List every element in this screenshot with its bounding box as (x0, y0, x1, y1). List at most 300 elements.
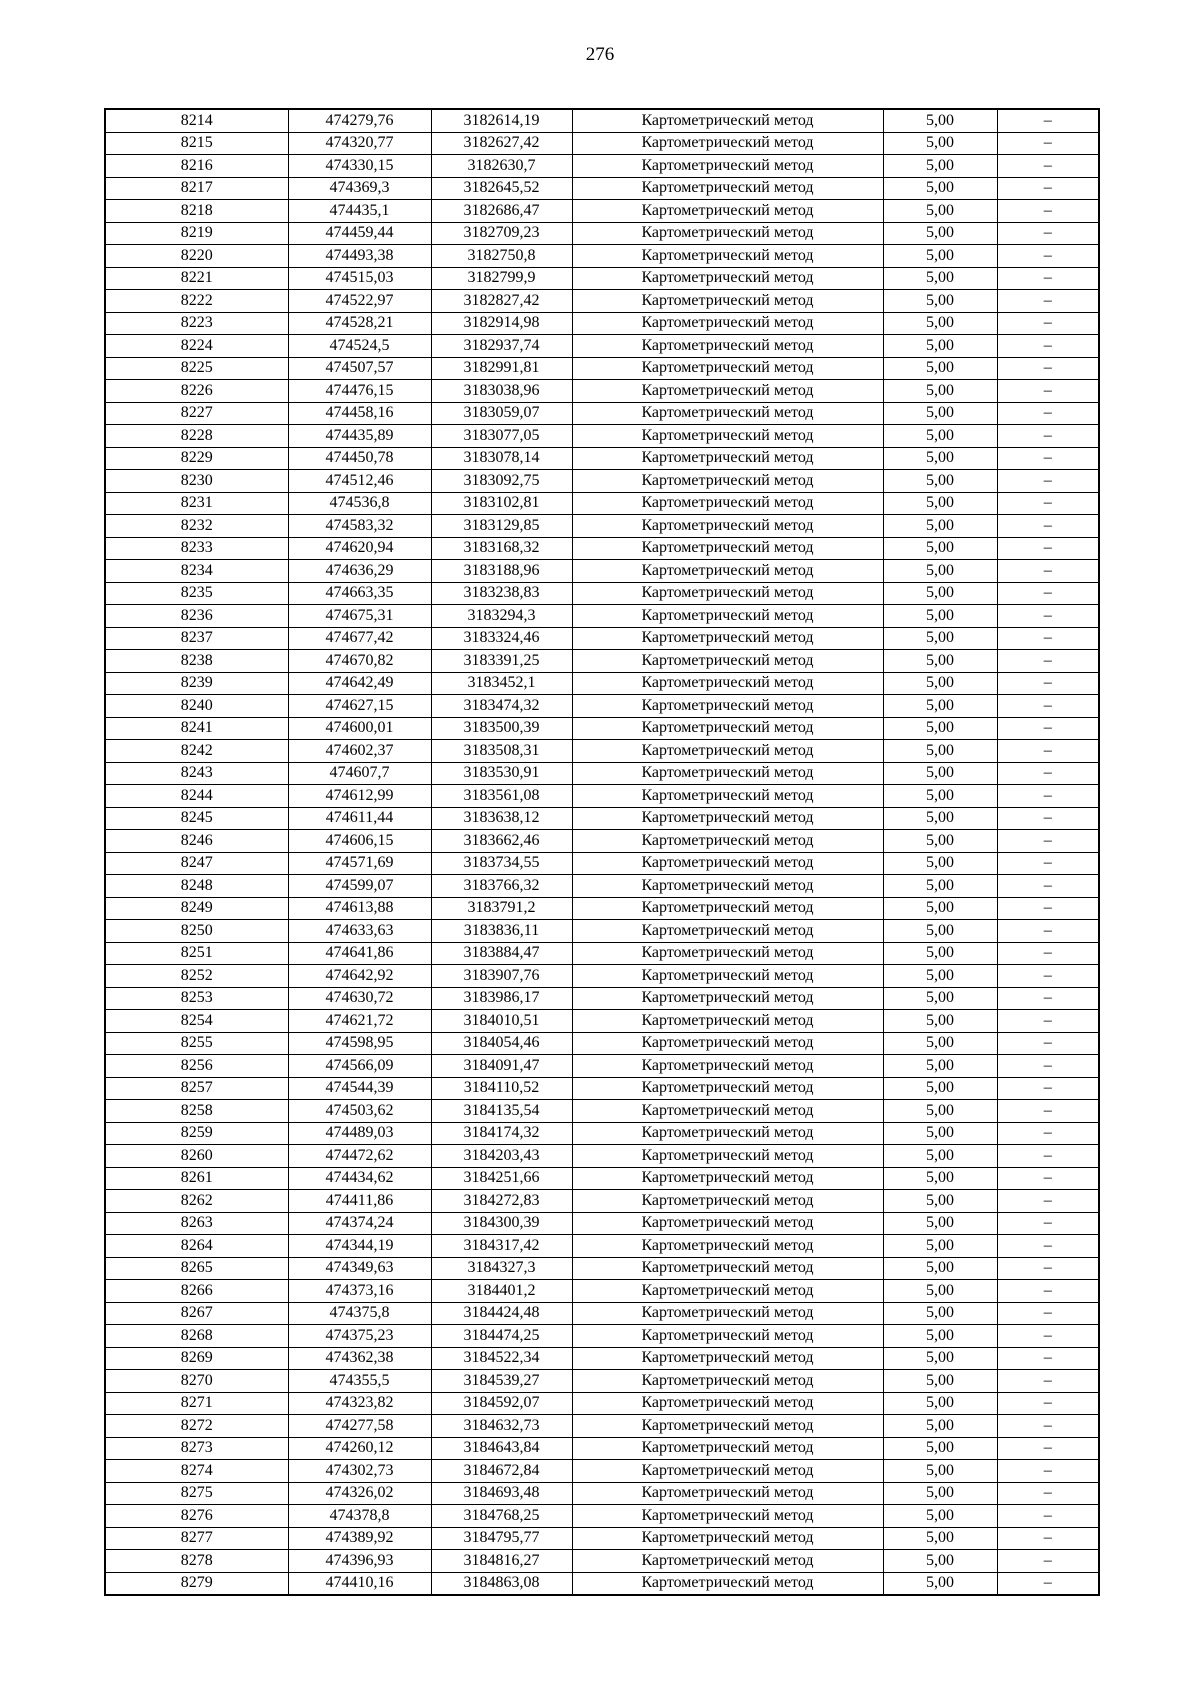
method-cell: Картометрический метод (572, 447, 883, 470)
note-cell: – (997, 942, 1099, 965)
table-row (105, 807, 1099, 830)
note-cell: – (997, 312, 1099, 335)
method-cell: Картометрический метод (572, 582, 883, 605)
accuracy-cell: 5,00 (883, 717, 997, 740)
y-coordinate-cell: 3184643,84 (431, 1437, 572, 1460)
y-coordinate-cell: 3183078,14 (431, 447, 572, 470)
point-number-cell: 8251 (105, 942, 288, 965)
y-coordinate-cell: 3184816,27 (431, 1550, 572, 1573)
table-row (105, 1550, 1099, 1573)
y-coordinate-cell: 3183294,3 (431, 605, 572, 628)
method-cell: Картометрический метод (572, 1212, 883, 1235)
method-cell: Картометрический метод (572, 1437, 883, 1460)
y-coordinate-cell: 3183561,08 (431, 785, 572, 808)
method-cell: Картометрический метод (572, 672, 883, 695)
table-row (105, 132, 1099, 155)
accuracy-cell: 5,00 (883, 1392, 997, 1415)
x-coordinate-cell: 474326,02 (288, 1482, 431, 1505)
method-cell: Картометрический метод (572, 605, 883, 628)
note-cell: – (997, 1190, 1099, 1213)
table-row (105, 830, 1099, 853)
table-row (105, 695, 1099, 718)
accuracy-cell: 5,00 (883, 1325, 997, 1348)
x-coordinate-cell: 474599,07 (288, 875, 431, 898)
method-cell: Картометрический метод (572, 177, 883, 200)
point-number-cell: 8239 (105, 672, 288, 695)
x-coordinate-cell: 474362,38 (288, 1347, 431, 1370)
note-cell: – (997, 650, 1099, 673)
accuracy-cell: 5,00 (883, 425, 997, 448)
point-number-cell: 8255 (105, 1032, 288, 1055)
method-cell: Картометрический метод (572, 1572, 883, 1595)
point-number-cell: 8232 (105, 515, 288, 538)
note-cell: – (997, 1235, 1099, 1258)
method-cell: Картометрический метод (572, 852, 883, 875)
point-number-cell: 8279 (105, 1572, 288, 1595)
method-cell: Картометрический метод (572, 1370, 883, 1393)
table-row (105, 245, 1099, 268)
accuracy-cell: 5,00 (883, 1527, 997, 1550)
table-row (105, 582, 1099, 605)
point-number-cell: 8231 (105, 492, 288, 515)
y-coordinate-cell: 3184863,08 (431, 1572, 572, 1595)
y-coordinate-cell: 3182827,42 (431, 290, 572, 313)
accuracy-cell: 5,00 (883, 875, 997, 898)
accuracy-cell: 5,00 (883, 1482, 997, 1505)
y-coordinate-cell: 3184054,46 (431, 1032, 572, 1055)
table-row (105, 1302, 1099, 1325)
y-coordinate-cell: 3184174,32 (431, 1122, 572, 1145)
y-coordinate-cell: 3183038,96 (431, 380, 572, 403)
y-coordinate-cell: 3183791,2 (431, 897, 572, 920)
point-number-cell: 8228 (105, 425, 288, 448)
y-coordinate-cell: 3184300,39 (431, 1212, 572, 1235)
accuracy-cell: 5,00 (883, 1302, 997, 1325)
method-cell: Картометрический метод (572, 627, 883, 650)
note-cell: – (997, 785, 1099, 808)
point-number-cell: 8220 (105, 245, 288, 268)
x-coordinate-cell: 474677,42 (288, 627, 431, 650)
method-cell: Картометрический метод (572, 1505, 883, 1528)
point-number-cell: 8224 (105, 335, 288, 358)
accuracy-cell: 5,00 (883, 605, 997, 628)
y-coordinate-cell: 3184672,84 (431, 1460, 572, 1483)
method-cell: Картометрический метод (572, 492, 883, 515)
accuracy-cell: 5,00 (883, 200, 997, 223)
accuracy-cell: 5,00 (883, 1100, 997, 1123)
table-row (105, 537, 1099, 560)
accuracy-cell: 5,00 (883, 1460, 997, 1483)
point-number-cell: 8271 (105, 1392, 288, 1415)
x-coordinate-cell: 474611,44 (288, 807, 431, 830)
note-cell: – (997, 830, 1099, 853)
method-cell: Картометрический метод (572, 920, 883, 943)
x-coordinate-cell: 474458,16 (288, 402, 431, 425)
y-coordinate-cell: 3184401,2 (431, 1280, 572, 1303)
x-coordinate-cell: 474472,62 (288, 1145, 431, 1168)
x-coordinate-cell: 474434,62 (288, 1167, 431, 1190)
table-body (105, 109, 1099, 1595)
x-coordinate-cell: 474633,63 (288, 920, 431, 943)
point-number-cell: 8223 (105, 312, 288, 335)
method-cell: Картометрический метод (572, 875, 883, 898)
method-cell: Картометрический метод (572, 1257, 883, 1280)
method-cell: Картометрический метод (572, 1392, 883, 1415)
point-number-cell: 8234 (105, 560, 288, 583)
x-coordinate-cell: 474330,15 (288, 155, 431, 178)
note-cell: – (997, 222, 1099, 245)
y-coordinate-cell: 3182645,52 (431, 177, 572, 200)
x-coordinate-cell: 474476,15 (288, 380, 431, 403)
note-cell: – (997, 875, 1099, 898)
table-row (105, 1077, 1099, 1100)
y-coordinate-cell: 3182614,19 (431, 109, 572, 132)
x-coordinate-cell: 474410,16 (288, 1572, 431, 1595)
y-coordinate-cell: 3184693,48 (431, 1482, 572, 1505)
x-coordinate-cell: 474320,77 (288, 132, 431, 155)
point-number-cell: 8249 (105, 897, 288, 920)
accuracy-cell: 5,00 (883, 650, 997, 673)
method-cell: Картометрический метод (572, 1302, 883, 1325)
y-coordinate-cell: 3183059,07 (431, 402, 572, 425)
table-row (105, 560, 1099, 583)
y-coordinate-cell: 3182914,98 (431, 312, 572, 335)
note-cell: – (997, 492, 1099, 515)
accuracy-cell: 5,00 (883, 515, 997, 538)
table-row (105, 785, 1099, 808)
note-cell: – (997, 987, 1099, 1010)
table-row (105, 1190, 1099, 1213)
point-number-cell: 8272 (105, 1415, 288, 1438)
point-number-cell: 8268 (105, 1325, 288, 1348)
point-number-cell: 8214 (105, 109, 288, 132)
point-number-cell: 8263 (105, 1212, 288, 1235)
method-cell: Картометрический метод (572, 222, 883, 245)
table-row (105, 1437, 1099, 1460)
x-coordinate-cell: 474507,57 (288, 357, 431, 380)
accuracy-cell: 5,00 (883, 1212, 997, 1235)
x-coordinate-cell: 474612,99 (288, 785, 431, 808)
table-row (105, 852, 1099, 875)
table-row (105, 1122, 1099, 1145)
accuracy-cell: 5,00 (883, 1257, 997, 1280)
point-number-cell: 8233 (105, 537, 288, 560)
note-cell: – (997, 1370, 1099, 1393)
note-cell: – (997, 1572, 1099, 1595)
note-cell: – (997, 335, 1099, 358)
point-number-cell: 8260 (105, 1145, 288, 1168)
x-coordinate-cell: 474566,09 (288, 1055, 431, 1078)
method-cell: Картометрический метод (572, 335, 883, 358)
method-cell: Картометрический метод (572, 1122, 883, 1145)
note-cell: – (997, 1257, 1099, 1280)
accuracy-cell: 5,00 (883, 785, 997, 808)
accuracy-cell: 5,00 (883, 807, 997, 830)
accuracy-cell: 5,00 (883, 627, 997, 650)
note-cell: – (997, 245, 1099, 268)
y-coordinate-cell: 3184632,73 (431, 1415, 572, 1438)
method-cell: Картометрический метод (572, 515, 883, 538)
accuracy-cell: 5,00 (883, 1077, 997, 1100)
table-row (105, 1167, 1099, 1190)
x-coordinate-cell: 474642,92 (288, 965, 431, 988)
note-cell: – (997, 1460, 1099, 1483)
accuracy-cell: 5,00 (883, 1167, 997, 1190)
x-coordinate-cell: 474571,69 (288, 852, 431, 875)
note-cell: – (997, 1325, 1099, 1348)
y-coordinate-cell: 3183452,1 (431, 672, 572, 695)
x-coordinate-cell: 474435,1 (288, 200, 431, 223)
method-cell: Картометрический метод (572, 717, 883, 740)
note-cell: – (997, 717, 1099, 740)
point-number-cell: 8218 (105, 200, 288, 223)
accuracy-cell: 5,00 (883, 470, 997, 493)
accuracy-cell: 5,00 (883, 920, 997, 943)
x-coordinate-cell: 474369,3 (288, 177, 431, 200)
note-cell: – (997, 672, 1099, 695)
point-number-cell: 8230 (105, 470, 288, 493)
point-number-cell: 8276 (105, 1505, 288, 1528)
y-coordinate-cell: 3183092,75 (431, 470, 572, 493)
note-cell: – (997, 425, 1099, 448)
table-row (105, 740, 1099, 763)
method-cell: Картометрический метод (572, 109, 883, 132)
x-coordinate-cell: 474613,88 (288, 897, 431, 920)
point-number-cell: 8274 (105, 1460, 288, 1483)
x-coordinate-cell: 474349,63 (288, 1257, 431, 1280)
x-coordinate-cell: 474277,58 (288, 1415, 431, 1438)
table-row (105, 267, 1099, 290)
accuracy-cell: 5,00 (883, 155, 997, 178)
method-cell: Картометрический метод (572, 560, 883, 583)
x-coordinate-cell: 474503,62 (288, 1100, 431, 1123)
table-row (105, 965, 1099, 988)
table-row (105, 1145, 1099, 1168)
x-coordinate-cell: 474600,01 (288, 717, 431, 740)
x-coordinate-cell: 474598,95 (288, 1032, 431, 1055)
table-row (105, 1280, 1099, 1303)
accuracy-cell: 5,00 (883, 109, 997, 132)
x-coordinate-cell: 474411,86 (288, 1190, 431, 1213)
y-coordinate-cell: 3184010,51 (431, 1010, 572, 1033)
table-row (105, 1347, 1099, 1370)
x-coordinate-cell: 474459,44 (288, 222, 431, 245)
table-row (105, 515, 1099, 538)
accuracy-cell: 5,00 (883, 1370, 997, 1393)
accuracy-cell: 5,00 (883, 267, 997, 290)
y-coordinate-cell: 3183530,91 (431, 762, 572, 785)
point-number-cell: 8261 (105, 1167, 288, 1190)
x-coordinate-cell: 474630,72 (288, 987, 431, 1010)
note-cell: – (997, 1302, 1099, 1325)
x-coordinate-cell: 474641,86 (288, 942, 431, 965)
table-row (105, 1527, 1099, 1550)
method-cell: Картометрический метод (572, 762, 883, 785)
method-cell: Картометрический метод (572, 987, 883, 1010)
table-row (105, 109, 1099, 132)
accuracy-cell: 5,00 (883, 132, 997, 155)
table-row (105, 605, 1099, 628)
note-cell: – (997, 402, 1099, 425)
table-row (105, 492, 1099, 515)
x-coordinate-cell: 474627,15 (288, 695, 431, 718)
table-row (105, 1032, 1099, 1055)
point-number-cell: 8259 (105, 1122, 288, 1145)
note-cell: – (997, 1482, 1099, 1505)
method-cell: Картометрический метод (572, 470, 883, 493)
y-coordinate-cell: 3183129,85 (431, 515, 572, 538)
note-cell: – (997, 1392, 1099, 1415)
point-number-cell: 8265 (105, 1257, 288, 1280)
y-coordinate-cell: 3183638,12 (431, 807, 572, 830)
note-cell: – (997, 1415, 1099, 1438)
note-cell: – (997, 1122, 1099, 1145)
y-coordinate-cell: 3183986,17 (431, 987, 572, 1010)
table-row (105, 717, 1099, 740)
y-coordinate-cell: 3184592,07 (431, 1392, 572, 1415)
y-coordinate-cell: 3183238,83 (431, 582, 572, 605)
table-row (105, 942, 1099, 965)
note-cell: – (997, 1527, 1099, 1550)
note-cell: – (997, 1347, 1099, 1370)
x-coordinate-cell: 474260,12 (288, 1437, 431, 1460)
method-cell: Картометрический метод (572, 785, 883, 808)
point-number-cell: 8225 (105, 357, 288, 380)
point-number-cell: 8269 (105, 1347, 288, 1370)
x-coordinate-cell: 474621,72 (288, 1010, 431, 1033)
point-number-cell: 8253 (105, 987, 288, 1010)
accuracy-cell: 5,00 (883, 987, 997, 1010)
y-coordinate-cell: 3183324,46 (431, 627, 572, 650)
method-cell: Картометрический метод (572, 425, 883, 448)
note-cell: – (997, 852, 1099, 875)
y-coordinate-cell: 3182750,8 (431, 245, 572, 268)
x-coordinate-cell: 474323,82 (288, 1392, 431, 1415)
y-coordinate-cell: 3184474,25 (431, 1325, 572, 1348)
accuracy-cell: 5,00 (883, 1010, 997, 1033)
table-row (105, 1055, 1099, 1078)
note-cell: – (997, 1212, 1099, 1235)
y-coordinate-cell: 3183907,76 (431, 965, 572, 988)
point-number-cell: 8254 (105, 1010, 288, 1033)
table-row (105, 897, 1099, 920)
accuracy-cell: 5,00 (883, 1145, 997, 1168)
note-cell: – (997, 1010, 1099, 1033)
y-coordinate-cell: 3183884,47 (431, 942, 572, 965)
accuracy-cell: 5,00 (883, 537, 997, 560)
method-cell: Картометрический метод (572, 1460, 883, 1483)
y-coordinate-cell: 3182937,74 (431, 335, 572, 358)
point-number-cell: 8256 (105, 1055, 288, 1078)
accuracy-cell: 5,00 (883, 1437, 997, 1460)
y-coordinate-cell: 3184522,34 (431, 1347, 572, 1370)
method-cell: Картометрический метод (572, 1055, 883, 1078)
x-coordinate-cell: 474373,16 (288, 1280, 431, 1303)
x-coordinate-cell: 474663,35 (288, 582, 431, 605)
point-number-cell: 8252 (105, 965, 288, 988)
accuracy-cell: 5,00 (883, 1505, 997, 1528)
x-coordinate-cell: 474524,5 (288, 335, 431, 358)
method-cell: Картометрический метод (572, 1190, 883, 1213)
table-row (105, 1010, 1099, 1033)
x-coordinate-cell: 474675,31 (288, 605, 431, 628)
table-row (105, 1235, 1099, 1258)
y-coordinate-cell: 3183391,25 (431, 650, 572, 673)
note-cell: – (997, 762, 1099, 785)
table-row (105, 1505, 1099, 1528)
table-row (105, 312, 1099, 335)
table-row (105, 627, 1099, 650)
y-coordinate-cell: 3183766,32 (431, 875, 572, 898)
y-coordinate-cell: 3182630,7 (431, 155, 572, 178)
method-cell: Картометрический метод (572, 537, 883, 560)
point-number-cell: 8277 (105, 1527, 288, 1550)
y-coordinate-cell: 3182627,42 (431, 132, 572, 155)
note-cell: – (997, 470, 1099, 493)
y-coordinate-cell: 3184091,47 (431, 1055, 572, 1078)
note-cell: – (997, 1280, 1099, 1303)
y-coordinate-cell: 3183836,11 (431, 920, 572, 943)
point-number-cell: 8270 (105, 1370, 288, 1393)
x-coordinate-cell: 474450,78 (288, 447, 431, 470)
table-row (105, 672, 1099, 695)
note-cell: – (997, 380, 1099, 403)
table-row (105, 1392, 1099, 1415)
note-cell: – (997, 1167, 1099, 1190)
method-cell: Картометрический метод (572, 1077, 883, 1100)
note-cell: – (997, 582, 1099, 605)
accuracy-cell: 5,00 (883, 222, 997, 245)
y-coordinate-cell: 3183508,31 (431, 740, 572, 763)
note-cell: – (997, 920, 1099, 943)
note-cell: – (997, 177, 1099, 200)
method-cell: Картометрический метод (572, 942, 883, 965)
x-coordinate-cell: 474375,23 (288, 1325, 431, 1348)
x-coordinate-cell: 474355,5 (288, 1370, 431, 1393)
note-cell: – (997, 807, 1099, 830)
method-cell: Картометрический метод (572, 650, 883, 673)
accuracy-cell: 5,00 (883, 357, 997, 380)
x-coordinate-cell: 474378,8 (288, 1505, 431, 1528)
point-number-cell: 8243 (105, 762, 288, 785)
note-cell: – (997, 357, 1099, 380)
point-number-cell: 8227 (105, 402, 288, 425)
table-row (105, 920, 1099, 943)
note-cell: – (997, 605, 1099, 628)
table-row (105, 1460, 1099, 1483)
method-cell: Картометрический метод (572, 245, 883, 268)
y-coordinate-cell: 3184272,83 (431, 1190, 572, 1213)
table-row (105, 1257, 1099, 1280)
point-number-cell: 8241 (105, 717, 288, 740)
y-coordinate-cell: 3182709,23 (431, 222, 572, 245)
note-cell: – (997, 740, 1099, 763)
note-cell: – (997, 515, 1099, 538)
x-coordinate-cell: 474302,73 (288, 1460, 431, 1483)
point-number-cell: 8262 (105, 1190, 288, 1213)
x-coordinate-cell: 474512,46 (288, 470, 431, 493)
method-cell: Картометрический метод (572, 402, 883, 425)
y-coordinate-cell: 3184795,77 (431, 1527, 572, 1550)
x-coordinate-cell: 474670,82 (288, 650, 431, 673)
y-coordinate-cell: 3182991,81 (431, 357, 572, 380)
method-cell: Картометрический метод (572, 695, 883, 718)
note-cell: – (997, 290, 1099, 313)
point-number-cell: 8236 (105, 605, 288, 628)
table-row (105, 335, 1099, 358)
point-number-cell: 8258 (105, 1100, 288, 1123)
table-row (105, 1325, 1099, 1348)
